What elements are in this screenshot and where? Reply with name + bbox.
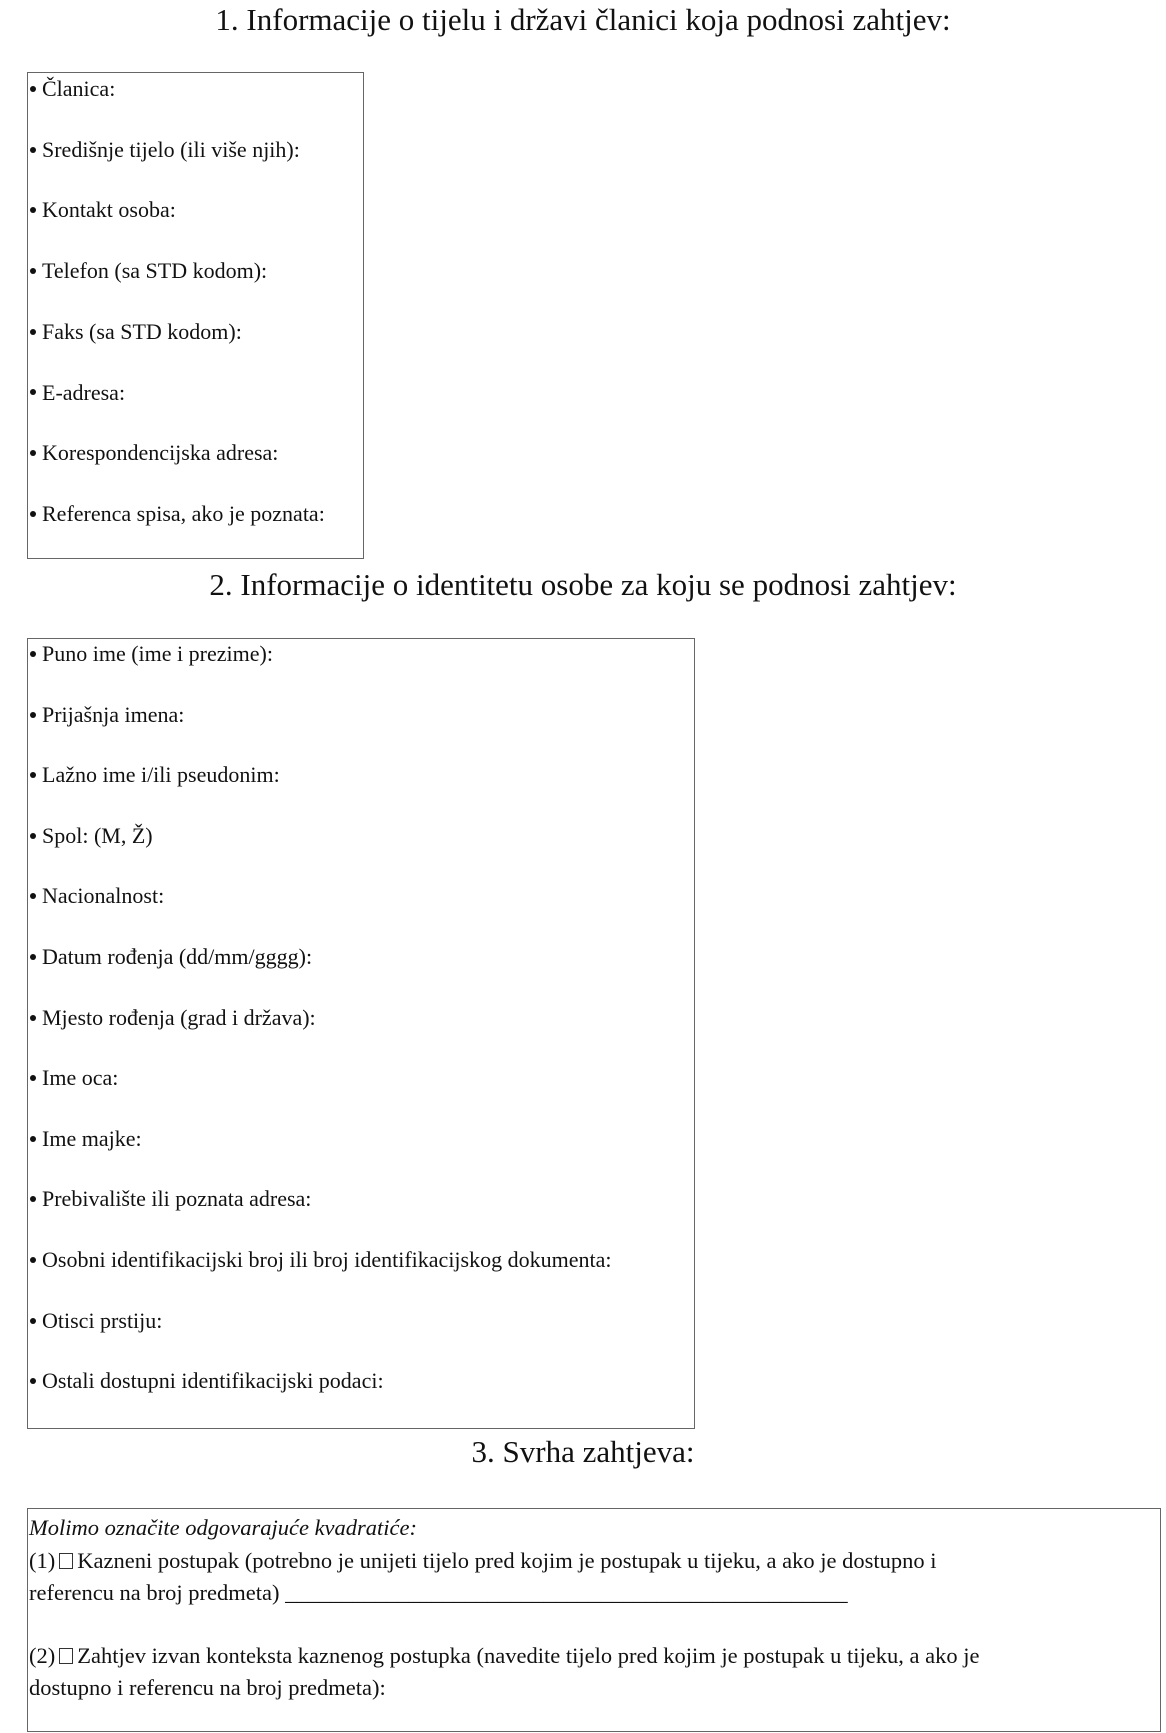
form-field-label: [28, 822, 153, 850]
form-field-label: [28, 1185, 311, 1213]
option-2-continued: dostupno i referencu na broj predmeta):: [29, 1675, 386, 1700]
form-field-label: [28, 75, 115, 103]
form-field-label: [28, 318, 242, 346]
field-label-text: Nacionalnost:: [42, 883, 165, 909]
form-field-label: [28, 500, 325, 528]
option-2-number: (2): [29, 1643, 56, 1668]
field-label-text: Ime oca:: [42, 1065, 119, 1091]
option-2-checkbox[interactable]: [59, 1648, 73, 1664]
field-label-text: E-adresa:: [42, 379, 126, 405]
bullet-icon: [30, 450, 36, 456]
form-field-label: [28, 640, 273, 668]
section-2-title: 2. Informacije o identitetu osobe za koju se podnosi zahtjev:: [209, 567, 957, 602]
request-purpose-box: [27, 1508, 1161, 1732]
section-1-title: 1. Informacije o tijelu i državi članici koja podnosi zahtjev:: [215, 2, 951, 37]
field-label-text: Faks (sa STD kodom):: [42, 318, 242, 344]
bullet-icon: [30, 329, 36, 335]
form-field-label: [28, 1246, 611, 1274]
bullet-icon: [30, 772, 36, 778]
form-field-label: [28, 136, 300, 164]
bullet-icon: [30, 893, 36, 899]
field-label-text: Članica:: [42, 76, 116, 101]
bullet-icon: [30, 268, 36, 274]
bullet-icon: [30, 86, 36, 92]
field-label-text: Korespondencijska adresa:: [42, 440, 279, 466]
bullet-icon: [30, 1318, 36, 1324]
option-1: [29, 1546, 936, 1576]
field-label-text: Kontakt osoba:: [42, 197, 176, 223]
field-label-text: Lažno ime i/ili pseudonim:: [42, 762, 280, 788]
bullet-icon: [30, 1196, 36, 1202]
field-label-text: Puno ime (ime i prezime):: [42, 641, 273, 666]
option-2: [29, 1641, 980, 1671]
bullet-icon: [30, 1075, 36, 1081]
form-field-label: [28, 1307, 162, 1335]
bullet-icon: [30, 511, 36, 517]
form-field-label: [28, 1064, 118, 1092]
bullet-icon: [30, 1378, 36, 1384]
form-field-label: [28, 257, 267, 285]
field-label-text: Datum rođenja (dd/mm/gggg):: [42, 944, 313, 969]
form-field-label: [28, 379, 125, 407]
section-3-title: 3. Svrha zahtjeva:: [471, 1434, 695, 1469]
bullet-icon: [30, 712, 36, 718]
bullet-icon: [30, 651, 36, 657]
option-2-label: Zahtjev izvan konteksta kaznenog postupka (navedite tijelo pred kojim je postupak u tijeku, a ako je: [77, 1643, 980, 1668]
form-field-label: [28, 1125, 142, 1153]
form-field-label: [28, 439, 278, 467]
form-field-label: [28, 1004, 316, 1032]
option-1-blank-field[interactable]: __________________________________________________: [285, 1580, 848, 1605]
field-label-text: Osobni identifikacijski broj ili broj identifikacijskog dokumenta:: [42, 1247, 612, 1272]
field-label-text: Referenca spisa, ako je poznata:: [42, 500, 325, 526]
form-field-label: [28, 196, 176, 224]
option-1-label-continued: referencu na broj predmeta): [29, 1580, 280, 1605]
form-field-label: [28, 761, 280, 789]
person-identity-box: [27, 638, 695, 1429]
bullet-icon: [30, 1257, 36, 1263]
field-label-text: Spol: (M, Ž): [42, 822, 153, 848]
field-label-text: Mjesto rođenja (grad i država):: [42, 1004, 316, 1030]
field-label-text: Prebivalište ili poznata adresa:: [42, 1186, 312, 1212]
form-field-label: [28, 943, 312, 971]
member-state-info-box: [27, 72, 364, 559]
bullet-icon: [30, 954, 36, 960]
bullet-icon: [30, 833, 36, 839]
bullet-icon: [30, 389, 36, 395]
field-label-text: Ostali dostupni identifikacijski podaci:: [42, 1368, 384, 1394]
bullet-icon: [30, 207, 36, 213]
option-1-label: Kazneni postupak (potrebno je unijeti tijelo pred kojim je postupak u tijeku, a ako je dostupno i: [77, 1548, 937, 1573]
form-field-label: [28, 882, 164, 910]
form-field-label: [28, 701, 184, 729]
bullet-icon: [30, 147, 36, 153]
field-label-text: Središnje tijelo (ili više njih):: [42, 136, 300, 162]
field-label-text: Telefon (sa STD kodom):: [42, 258, 268, 284]
bullet-icon: [30, 1136, 36, 1142]
field-label-text: Otisci prstiju:: [42, 1307, 163, 1333]
option-1-checkbox[interactable]: [59, 1553, 73, 1569]
instruction-text: Molimo označite odgovarajuće kvadratiće:: [29, 1515, 418, 1540]
option-1-number: (1): [29, 1548, 56, 1573]
field-label-text: Ime majke:: [42, 1125, 142, 1151]
field-label-text: Prijašnja imena:: [42, 701, 185, 727]
option-1-continued: [29, 1578, 848, 1608]
form-field-label: [28, 1367, 384, 1395]
bullet-icon: [30, 1015, 36, 1021]
